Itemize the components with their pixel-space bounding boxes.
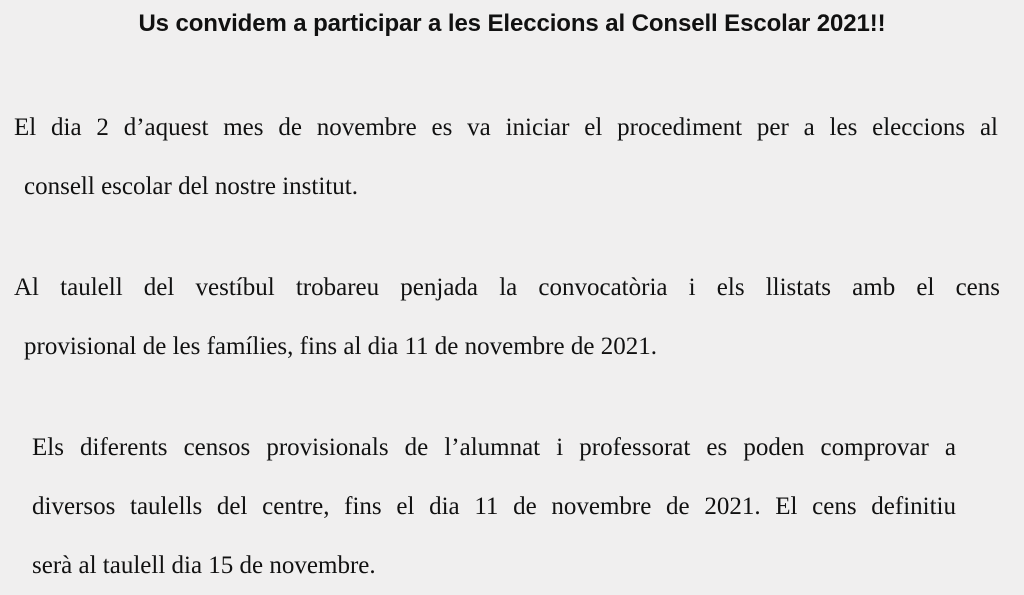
paragraph-line: Al taulell del vestíbul trobareu penjada la convocatòria i els llistats amb el cens (14, 274, 1000, 301)
paragraph-line: serà al taulell dia 15 de novembre. (32, 552, 376, 579)
paragraph-line: Els diferents censos provisionals de l’alumnat i professorat es poden comprovar a (32, 434, 956, 461)
paragraph-family-census (14, 258, 1000, 376)
paragraph-line: consell escolar del nostre institut. (24, 173, 358, 200)
paragraph-student-teacher-census (32, 418, 956, 595)
paragraph-line: diversos taulells del centre, fins el dia 11 de novembre de 2021. El cens definitiu (32, 493, 956, 520)
paragraph-line: provisional de les famílies, fins al dia 11 de novembre de 2021. (24, 333, 657, 360)
paragraph-election-start (14, 98, 998, 216)
paragraph-line: El dia 2 d’aquest mes de novembre es va iniciar el procediment per a les eleccions al (14, 114, 998, 141)
page-title: Us convidem a participar a les Eleccions al Consell Escolar 2021!! (138, 10, 886, 37)
